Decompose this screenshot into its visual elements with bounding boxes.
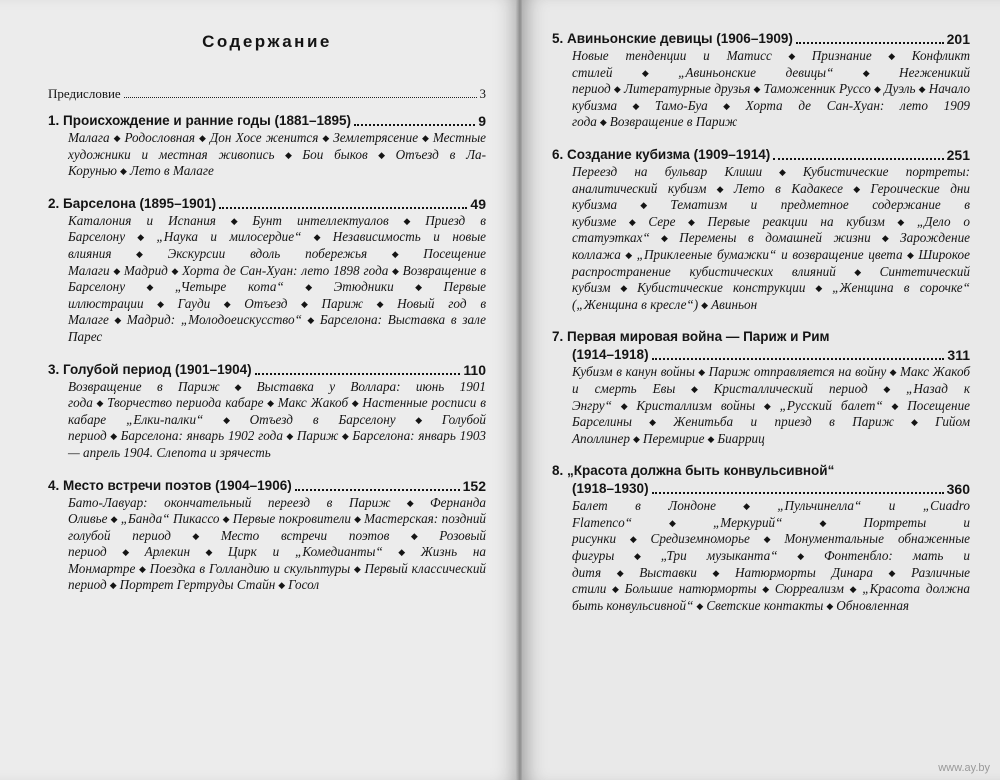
leader-dots (652, 492, 944, 494)
subtopic: Лето в Кадакесе (733, 180, 844, 196)
bullet-diamond: ◆ (619, 216, 646, 227)
bullet-diamond: ◆ (613, 84, 621, 95)
bullet-diamond: ◆ (351, 398, 360, 409)
subtopic: Хорта де Сан-Хуан: лето 1898 года (182, 262, 389, 278)
subtopic: „Русский балет“ (779, 397, 883, 413)
bullet-diamond: ◆ (222, 514, 230, 525)
subtopic: Новый год в Малаге (68, 295, 487, 328)
subtopic: „Красота должна быть конвульсивной“ (572, 581, 971, 613)
bullet-diamond: ◆ (697, 367, 706, 378)
chapter-heading-row (48, 361, 486, 379)
chapter-title: 4. Место встречи поэтов (1904–1906) (48, 477, 292, 493)
subtopic: Посещение Барселины (572, 397, 971, 430)
bullet-diamond: ◆ (398, 414, 439, 425)
subtopic: Первый классический период (68, 560, 487, 593)
chapter-subtopics (68, 379, 486, 462)
subtopic: Литературные друзья (623, 81, 751, 97)
subtopic: Синтетический кубизм (572, 263, 970, 296)
bullet-diamond: ◆ (885, 400, 905, 411)
bullet-diamond: ◆ (635, 417, 671, 428)
subtopic: Биарриц (717, 430, 765, 446)
subtopic: Балет в Лондоне (572, 498, 716, 514)
bullet-diamond: ◆ (385, 547, 418, 558)
chapter-page: 152 (462, 477, 486, 494)
leader-dots (219, 207, 467, 209)
leader-dots (796, 42, 944, 44)
bullet-diamond: ◆ (109, 431, 118, 442)
subtopic: Бунт интеллектуалов (252, 212, 389, 228)
subtopic: „Меркурий“ (712, 514, 783, 530)
bullet-diamond: ◆ (785, 517, 861, 528)
bullet-diamond: ◆ (752, 534, 782, 545)
bullet-diamond: ◆ (170, 265, 180, 276)
subtopic: Перемены в домашней жизни (679, 230, 871, 246)
bullet-diamond: ◆ (870, 383, 903, 394)
subtopic: Зарождение коллажа (572, 230, 971, 262)
subtopic: Отъезд (244, 295, 288, 311)
chapter-entry (48, 361, 486, 462)
subtopic: Перемирие (642, 430, 705, 446)
chapter-heading-row (552, 146, 970, 164)
chapter-heading-row (552, 30, 970, 48)
chapter-subtopics (572, 164, 970, 313)
subtopic: „Назад к Энгру“ (572, 380, 971, 413)
bullet-diamond: ◆ (109, 580, 117, 591)
bullet-diamond: ◆ (119, 166, 127, 177)
subtopic: Таможенник Руссо (763, 81, 871, 97)
bullet-diamond: ◆ (678, 216, 705, 227)
subtopic: Портрет Гертруды Стайн (119, 577, 276, 593)
subtopic: „Банда“ Пикассо (120, 511, 220, 527)
chapter-title: 1. Происхождение и ранние годы (1881–1895) (48, 113, 352, 128)
preface-label: Предисловие (48, 86, 121, 101)
bullet-diamond: ◆ (370, 248, 421, 259)
subtopic: „Авиньонские девицы“ (678, 64, 834, 80)
watermark: www.ay.by (938, 762, 990, 774)
bullet-diamond: ◆ (874, 51, 909, 61)
bullet-diamond: ◆ (110, 514, 118, 525)
subtopic: Малага (68, 130, 110, 145)
bullet-diamond: ◆ (421, 133, 430, 143)
subtopic: Барселона: январь 1902 года (120, 428, 283, 444)
bullet-diamond: ◆ (366, 298, 395, 309)
right-chapter-list (552, 30, 970, 614)
bullet-diamond: ◆ (111, 315, 124, 326)
subtopic: Начало кубизма (572, 81, 971, 113)
bullet-diamond: ◆ (304, 315, 317, 326)
subtopic: Мадрид (123, 262, 168, 278)
bullet-diamond: ◆ (905, 249, 916, 260)
bullet-diamond: ◆ (321, 133, 331, 143)
subtopic: Признание (811, 48, 872, 63)
bullet-diamond: ◆ (613, 283, 635, 294)
chapter-page: 360 (946, 481, 970, 498)
subtopic: Обновленная (836, 597, 910, 613)
bullet-diamond: ◆ (889, 367, 898, 378)
chapter-heading-row (572, 480, 970, 498)
bullet-diamond: ◆ (873, 233, 898, 244)
subtopic: Гийом Аполлинер (572, 414, 971, 446)
chapter-heading-row (48, 477, 486, 495)
chapter-title: 3. Голубой период (1901–1904) (48, 361, 252, 377)
subtopic: Поездка в Голландию и скульптуры (149, 560, 351, 576)
subtopic: Отъезд в Барселону (249, 411, 396, 427)
bullet-diamond: ◆ (353, 514, 362, 525)
bullet-diamond: ◆ (396, 282, 441, 293)
bullet-diamond: ◆ (633, 433, 640, 444)
subtopic: Бато-Лавуар: окончательный переезд в Париж (68, 494, 391, 510)
bullet-diamond: ◆ (393, 497, 427, 508)
bullet-diamond: ◆ (652, 233, 677, 244)
chapter-title: 6. Создание кубизма (1909–1914) (552, 146, 771, 162)
bullet-diamond: ◆ (846, 584, 860, 595)
subtopic: Кристаллический период (713, 380, 868, 396)
bullet-diamond: ◆ (701, 299, 709, 310)
bullet-diamond: ◆ (765, 166, 800, 177)
bullet-diamond: ◆ (266, 398, 275, 409)
chapter-page: 49 (470, 195, 486, 212)
bullet-diamond: ◆ (114, 248, 165, 259)
subtopic: „Приклееные бумажки“ и возвращение цвета (636, 246, 903, 262)
chapter-title: 2. Барселона (1895–1901) (48, 195, 217, 211)
subtopic: Переезд на бульвар Клиши (572, 163, 763, 179)
chapter-subtopics (572, 48, 970, 131)
subtopic: Конфликт стилей (572, 48, 970, 80)
bullet-diamond: ◆ (719, 501, 775, 512)
bullet-diamond: ◆ (873, 84, 882, 95)
chapter-entry (552, 146, 970, 313)
bullet-diamond: ◆ (614, 400, 634, 411)
subtopic: Сюрреализм (774, 581, 844, 597)
subtopic: Монументальные обнаженные фигуры (572, 531, 970, 564)
bullet-diamond: ◆ (709, 183, 731, 194)
chapter-heading-row (48, 112, 486, 130)
bullet-diamond: ◆ (826, 600, 834, 611)
subtopic: Кубизм в канун войны (572, 364, 695, 380)
left-chapter-list (48, 112, 486, 594)
subtopic: Госол (288, 577, 320, 593)
subtopic: Париж отправляется на войну (708, 364, 887, 380)
leader-dots (255, 373, 461, 375)
bullet-diamond: ◆ (604, 567, 637, 578)
bullet-diamond: ◆ (838, 266, 877, 277)
subtopic: Женитьба и приезд в Париж (673, 414, 894, 430)
bullet-diamond: ◆ (112, 133, 122, 143)
subtopic: Родословная (124, 130, 196, 145)
bullet-diamond: ◆ (696, 600, 704, 611)
bullet-diamond: ◆ (620, 200, 668, 211)
subtopic: Возвращение в Париж (609, 114, 738, 130)
bullet-diamond: ◆ (304, 232, 330, 243)
chapter-subtopics (572, 364, 970, 447)
chapter-heading-row (572, 346, 970, 364)
chapter-page: 201 (946, 31, 970, 47)
preface-page: 3 (479, 86, 486, 101)
subtopic: Творчество периода кабаре (107, 395, 264, 411)
subtopic: Натюрморты Динара (734, 564, 873, 580)
bullet-diamond: ◆ (218, 215, 250, 226)
subtopic: Жизнь на Монмартре (68, 544, 487, 576)
chapter-subtopics (68, 495, 486, 595)
leader-dots (124, 97, 477, 98)
bullet-diamond: ◆ (699, 567, 732, 578)
subtopic: Авиньон (711, 296, 758, 312)
chapter-subtopics (68, 213, 486, 346)
subtopic: Место встречи поэтов (220, 527, 390, 543)
bullet-diamond: ◆ (277, 149, 300, 160)
subtopic: Тематизм и предметное содержание в кубизме (572, 197, 971, 229)
subtopic: Голубой период (68, 411, 487, 444)
subtopic: Посещение Малаги (68, 245, 487, 278)
bullet-diamond: ◆ (146, 298, 175, 309)
subtopic: „Четыре кота“ (174, 279, 284, 295)
subtopic: Бои быков (302, 146, 368, 162)
bullet-diamond: ◆ (678, 383, 711, 394)
chapter-entry (552, 30, 970, 131)
bullet-diamond: ◆ (710, 100, 743, 111)
bullet-diamond: ◆ (623, 249, 634, 260)
subtopic: Настенные росписи в кабаре „Елки-палки“ (68, 395, 487, 427)
subtopic: Кубистические портреты: аналитический кубизм (572, 163, 970, 196)
bullet-diamond: ◆ (774, 51, 809, 61)
bullet-diamond: ◆ (759, 584, 772, 595)
subtopic: Приезд в Барселону (68, 212, 487, 245)
bullet-diamond: ◆ (846, 183, 868, 194)
subtopic: „Дело о статуэтках“ (572, 213, 970, 246)
bullet-diamond: ◆ (198, 133, 207, 143)
leader-dots (295, 489, 460, 491)
bullet-diamond: ◆ (138, 563, 147, 574)
bullet-diamond: ◆ (128, 232, 154, 243)
subtopic: Дон Хосе женится (209, 130, 319, 145)
bullet-diamond: ◆ (278, 580, 286, 591)
bullet-diamond: ◆ (609, 584, 622, 595)
bullet-diamond: ◆ (896, 417, 933, 428)
bullet-diamond: ◆ (753, 84, 761, 95)
bullet-diamond: ◆ (836, 67, 897, 78)
subtopic: Цирк и „Комедианты“ (227, 544, 383, 560)
subtopic: Землетрясение (333, 130, 419, 145)
subtopic: „Наука и милосердие“ (156, 229, 302, 245)
chapter-page: 110 (463, 361, 486, 378)
bullet-diamond: ◆ (112, 265, 121, 276)
subtopic: Кубистические конструкции (637, 280, 806, 296)
subtopic: Хорта де Сан-Хуан: лето 1909 года (572, 97, 971, 130)
bullet-diamond: ◆ (758, 400, 777, 411)
subtopic: Различные стили (572, 564, 971, 597)
chapter-entry (552, 462, 970, 614)
subtopic: Большие натюрморты (624, 581, 757, 597)
bullet-diamond: ◆ (285, 431, 294, 442)
leader-dots (354, 124, 475, 126)
bullet-diamond: ◆ (173, 530, 218, 541)
chapter-title: 8. „Красота должна быть конвульсивной“ (552, 463, 835, 479)
chapter-page: 251 (946, 146, 970, 163)
chapter-entry (48, 477, 486, 595)
leader-dots (652, 358, 945, 360)
subtopic: Фонтенбло: мать и дитя (572, 548, 970, 580)
chapter-title: 5. Авиньонские девицы (1906–1909) (552, 31, 793, 46)
chapter-years: (1918–1930) (572, 481, 649, 497)
preface-entry (48, 86, 486, 102)
bullet-diamond: ◆ (392, 530, 437, 541)
subtopic: Средиземноморье (650, 531, 750, 547)
subtopic: Возвращение в Барселону (68, 262, 486, 295)
chapter-heading-row (48, 195, 486, 213)
subtopic: Лето в Малаге (129, 163, 214, 179)
bullet-diamond: ◆ (780, 551, 821, 562)
chapter-years: (1914–1918) (572, 347, 649, 363)
bullet-diamond: ◆ (290, 298, 319, 309)
bullet-diamond: ◆ (391, 215, 423, 226)
subtopic: Широкое распространение кубистических влияний (572, 246, 971, 279)
bullet-diamond: ◆ (635, 517, 710, 528)
right-page (522, 0, 1000, 780)
bullet-diamond: ◆ (341, 431, 350, 442)
bullet-diamond: ◆ (619, 534, 648, 545)
subtopic: Этюдники (333, 279, 394, 295)
bullet-diamond: ◆ (128, 282, 172, 293)
leader-dots (773, 158, 943, 160)
subtopic: Первые реакции на кубизм (707, 213, 885, 229)
subtopic: Мадрид: „Молодоеискусство“ (126, 312, 302, 328)
subtopic: Местные художники и местная живопись (68, 130, 487, 162)
subtopic: Мастерская: поздний голубой период (68, 511, 487, 543)
bullet-diamond: ◆ (875, 567, 909, 578)
bullet-diamond: ◆ (109, 547, 142, 558)
subtopic: Дуэль (884, 81, 916, 97)
bullet-diamond: ◆ (222, 381, 254, 392)
chapter-entry (48, 195, 486, 346)
bullet-diamond: ◆ (286, 282, 331, 293)
subtopic: Экскурсии вдоль побережья (167, 245, 368, 261)
bullet-diamond: ◆ (206, 414, 247, 425)
bullet-diamond: ◆ (887, 216, 914, 227)
subtopic: Первые покровители (232, 511, 351, 527)
bullet-diamond: ◆ (918, 84, 926, 95)
chapter-subtopics (572, 498, 970, 614)
bullet-diamond: ◆ (707, 433, 715, 444)
subtopic: Барселона: январь 1903 — апрель 1904. Слепота и зрячесть (68, 428, 487, 460)
subtopic: „Женщина в сорочке“ („Женщина в кресле“) (572, 280, 970, 312)
subtopic: „Пульчинелла“ и „Cuadro Flamenco“ (572, 498, 970, 530)
subtopic: Светские контакты (706, 597, 824, 613)
subtopic: Выставки (639, 564, 697, 580)
subtopic: Каталония и Испания (68, 212, 216, 228)
subtopic: Барселона: Выставка в зале Парес (68, 312, 487, 344)
bullet-diamond: ◆ (95, 398, 105, 409)
bullet-diamond: ◆ (599, 117, 607, 128)
subtopic: Арлекин (144, 544, 191, 560)
chapter-entry (552, 328, 970, 447)
bullet-diamond: ◆ (193, 547, 225, 558)
bullet-diamond: ◆ (370, 149, 393, 160)
subtopic: Независимость и новые влияния (68, 229, 487, 261)
subtopic: Возвращение в Париж (68, 378, 220, 394)
subtopic: Сере (648, 213, 676, 229)
bullet-diamond: ◆ (808, 283, 830, 294)
subtopic: Париж (321, 295, 364, 311)
subtopic: Первые иллюстрации (68, 279, 486, 311)
subtopic: Выставка у Воллара: июнь 1901 года (68, 378, 486, 411)
bullet-diamond: ◆ (615, 67, 676, 78)
bullet-diamond: ◆ (353, 563, 362, 574)
bullet-diamond: ◆ (213, 298, 242, 309)
chapter-page: 9 (478, 113, 486, 129)
subtopic: Героические дни кубизма (572, 180, 971, 213)
bullet-diamond: ◆ (620, 100, 652, 111)
subtopic: Розовый период (68, 527, 487, 560)
subtopic: Фернанда Оливье (68, 494, 486, 527)
subtopic: Гауди (177, 295, 211, 311)
bullet-diamond: ◆ (617, 551, 658, 562)
subtopic: Негженикий период (572, 64, 971, 97)
chapter-page: 311 (947, 347, 970, 364)
chapter-title: 7. Первая мировая война — Париж и Рим (552, 329, 830, 345)
bullet-diamond: ◆ (391, 265, 400, 276)
subtopic: „Три музыканта“ (660, 548, 778, 564)
subtopic: Макс Жакоб (277, 395, 349, 411)
subtopic: Тамо-Буа (654, 97, 708, 113)
subtopic: Отъезд в Ла-Корунью (68, 146, 486, 179)
chapter-subtopics (68, 130, 486, 180)
subtopic: Кристаллизм войны (636, 397, 756, 413)
toc-title: Содержание (202, 32, 332, 51)
subtopic: Портреты и рисунки (572, 514, 970, 547)
subtopic: Париж (296, 428, 339, 444)
subtopic: Новые тенденции и Матисс (572, 48, 772, 63)
chapter-entry (48, 112, 486, 180)
subtopic: Макс Жакоб и смерть Евы (572, 364, 971, 396)
